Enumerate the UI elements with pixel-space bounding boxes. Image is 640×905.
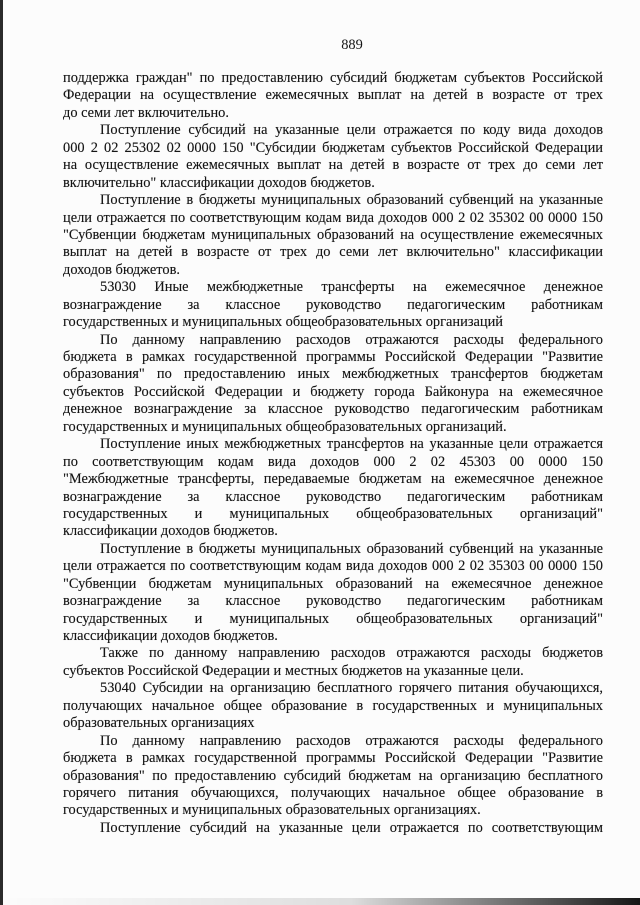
text-line: Поступление субсидий на указанные цели отражается по коду вида доходов: [100, 122, 603, 139]
text-line: Поступление в бюджеты муниципальных образований субвенций на указанные: [100, 540, 603, 557]
text-line: бюджета в рамках государственной программы Российской Федерации "Развитие: [63, 349, 603, 365]
text-line: вознаграждение за классное руководство педагогическим работникам: [63, 296, 603, 313]
text-line: поддержка граждан" по предоставлению субсидий бюджетам субъектов Российской: [63, 70, 603, 86]
text-line: получающих начальное общее образование в государственных и муниципальных: [63, 697, 603, 714]
paragraph: [63, 645, 603, 680]
text-line: субъектов Российской Федерации и бюджету города Байконура на ежемесячное: [63, 383, 603, 400]
text-line: на осуществление ежемесячных выплат на детей в возрасте от трех до семи лет: [63, 157, 603, 174]
text-line: классификации доходов бюджетов.: [63, 628, 278, 644]
section-heading: [63, 680, 603, 732]
text-line: По данному направлению расходов отражаются расходы федерального: [100, 331, 603, 348]
text-line: субъектов Российской Федерации и местных бюджетов на указанные цели.: [63, 662, 524, 679]
text-line: "Межбюджетные трансферты, передаваемые бюджетам на ежемесячное денежное: [63, 471, 603, 488]
text-line: государственных и муниципальных общеобразовательных организаций: [63, 314, 503, 331]
text-line: цели отражается по соответствующим кодам вида доходов 000 2 02 35303 00 0000 150: [63, 558, 603, 575]
text-line: 53030 Иные межбюджетные трансферты на ежемесячное денежное: [100, 279, 603, 296]
paragraph: [63, 733, 603, 820]
text-line: образования" по предоставлению субсидий бюджетам на организацию бесплатного: [63, 767, 603, 784]
text-line: включительно" классификации доходов бюджетов.: [63, 174, 375, 191]
text-line: классификации доходов бюджетов.: [63, 523, 278, 540]
text-line: государственных и муниципальных образовательных организациях.: [63, 802, 481, 819]
text-line: Также по данному направлению расходов отражаются расходы бюджетов: [100, 645, 603, 662]
paragraph: [63, 332, 603, 437]
text-line: Поступление иных межбюджетных трансфертов на указанные цели отражается: [100, 436, 603, 453]
text-line: государственных и муниципальных общеобразовательных организаций": [63, 505, 603, 522]
text-line: Поступление в бюджеты муниципальных образований субвенций на указанные: [100, 192, 603, 209]
text-line: 000 2 02 25302 02 0000 150 "Субсидии бюджетам субъектов Российской Федерации: [63, 139, 603, 156]
paragraph-continuation: [63, 70, 603, 122]
document-body: [63, 70, 603, 837]
text-line: 53040 Субсидии на организацию бесплатного горячего питания обучающихся,: [100, 680, 603, 697]
text-line: "Субвенции бюджетам муниципальных образований на осуществление ежемесячных: [63, 226, 603, 243]
scan-edge-left: [0, 0, 3, 905]
scan-edge-bottom: [0, 898, 640, 905]
text-line: вознаграждение за классное руководство педагогическим работникам: [63, 488, 603, 505]
text-line: выплат на детей в возрасте от трех до семи лет включительно" классификации: [63, 244, 603, 261]
text-line: государственных и муниципальных общеобразовательных организаций": [63, 610, 603, 627]
text-line: бюджета в рамках государственной программы Российской Федерации "Развитие: [63, 750, 603, 767]
text-line: образования" по предоставлению иных межбюджетных трансфертов бюджетам: [63, 366, 603, 383]
text-line: Поступление субсидий на указанные цели отражается по соответствующим: [100, 819, 603, 836]
paragraph: [63, 436, 603, 541]
page-number: 889: [341, 37, 363, 53]
text-line: вознаграждение за классное руководство педагогическим работникам: [63, 593, 603, 610]
text-line: образовательных организациях: [63, 715, 255, 732]
text-line: денежное вознаграждение за классное руководство педагогическим работникам: [63, 401, 603, 418]
text-line: до семи лет включительно.: [63, 104, 229, 121]
text-line: "Субвенции бюджетам муниципальных образований на ежемесячное денежное: [63, 575, 603, 592]
paragraph: [63, 122, 603, 192]
paragraph: [63, 192, 603, 279]
text-line: государственных и муниципальных общеобразовательных организаций.: [63, 418, 507, 435]
section-heading: [63, 279, 603, 331]
text-line: доходов бюджетов.: [63, 261, 180, 278]
paragraph: [63, 541, 603, 646]
text-line: Федерации на осуществление ежемесячных выплат на детей в возрасте от трех: [63, 87, 603, 104]
paragraph: [63, 820, 603, 837]
text-line: горячего питания обучающихся, получающих начальное общее образование в: [63, 784, 603, 801]
text-line: По данному направлению расходов отражаются расходы федерального: [100, 732, 603, 749]
text-line: цели отражается по соответствующим кодам вида доходов 000 2 02 35302 00 0000 150: [63, 209, 603, 226]
text-line: по соответствующим кодам вида доходов 000 2 02 45303 00 0000 150: [63, 453, 603, 470]
